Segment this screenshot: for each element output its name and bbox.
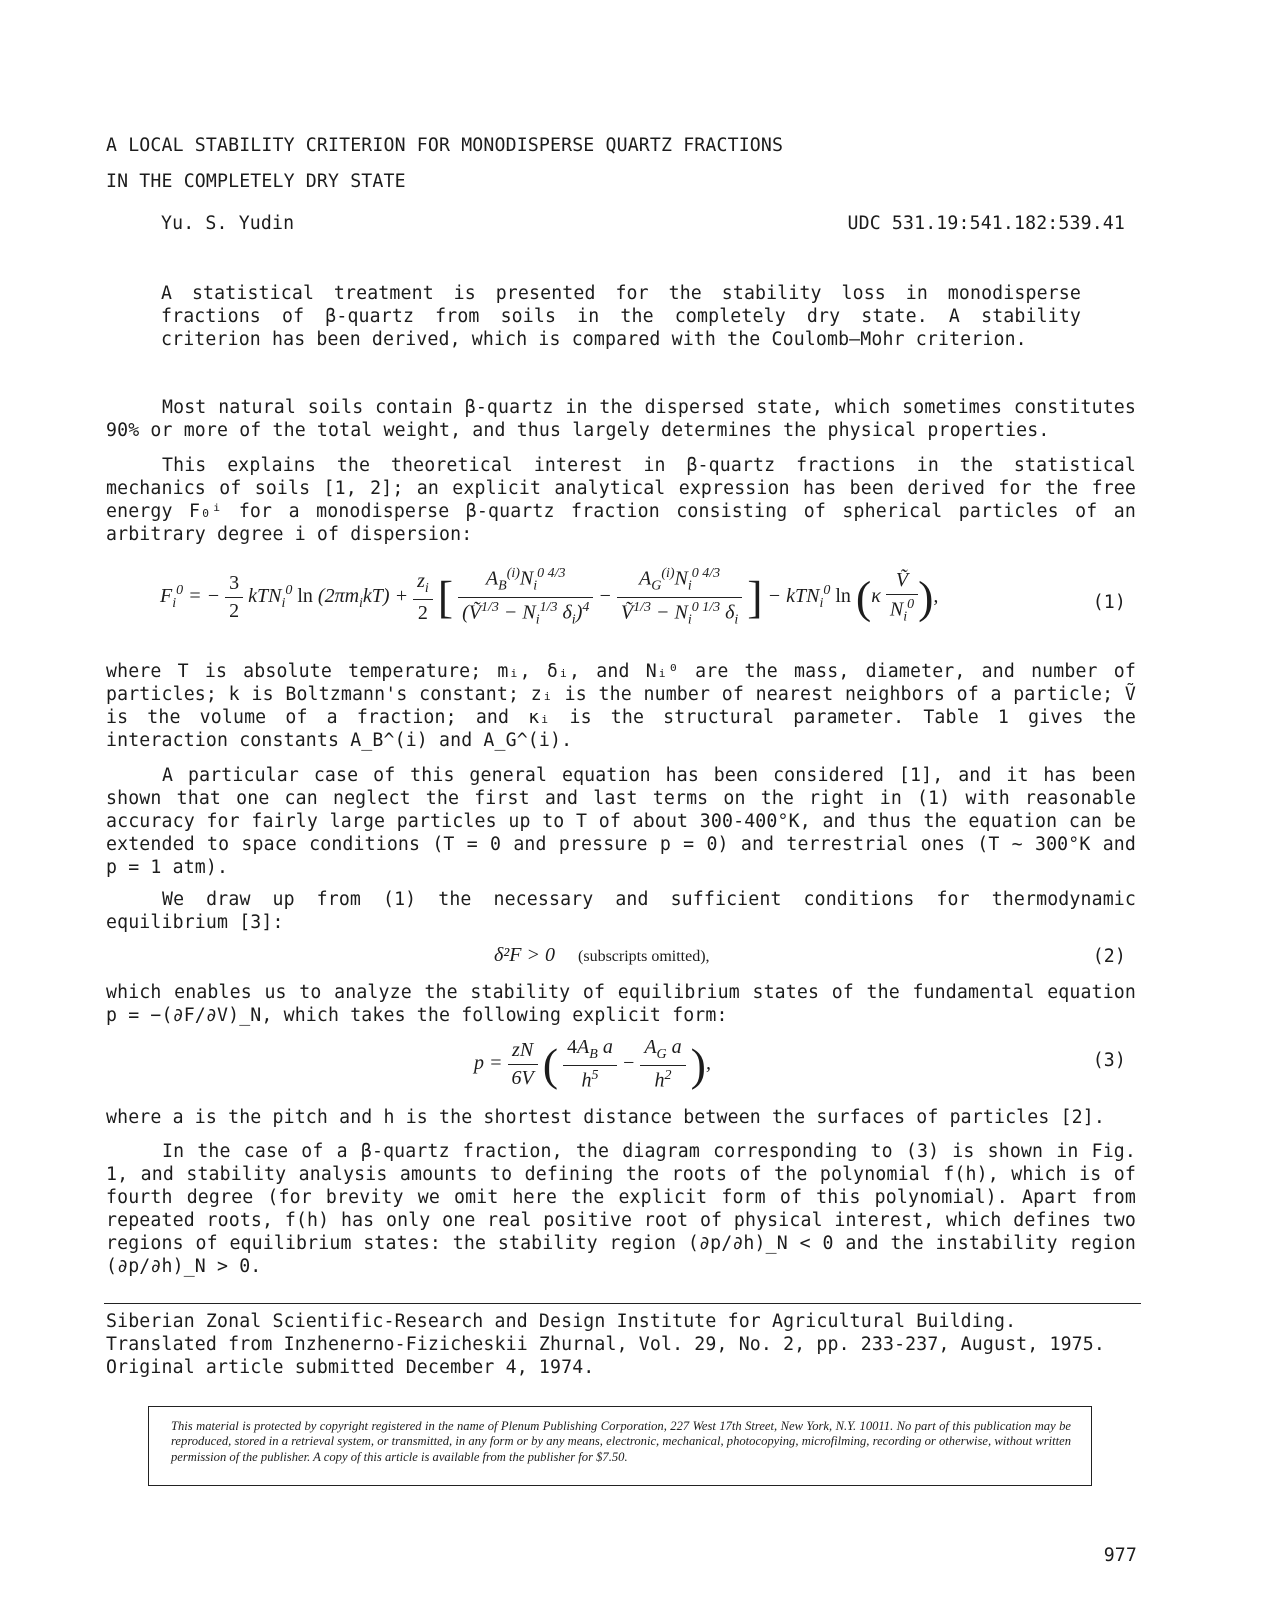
copyright-box [148,1406,1092,1486]
paragraph-4: A particular case of this general equation has been considered [1], and it has been shown that one can neglect the first and last terms on the right in (1) with reasonable accuracy for fairly large particles up to T of about 300-400°K, and thus the equation can be extended to space conditions (T = 0 and pressure p = 0) and terrestrial ones (T ~ 300°K and p = 1 atm). [106,765,1136,878]
paragraph-6: which enables us to analyze the stability of equilibrium states of the fundamental equation p = −(∂F/∂V)_N, which takes the following explicit form: [106,982,1136,1026]
paragraph-8: In the case of a β-quartz fraction, the diagram corresponding to (3) is shown in Fig. 1, and stability analysis amounts to defining the roots of the polynomial f(h), which is of fourth degree (for brevity we omit here the explicit form of this polynomial). Apart from repeated roots, f(h) has only one real positive root of physical interest, which defines two regions of equilibrium states: the stability region (∂p/∂h)_N < 0 and the instability region (∂p/∂h)_N > 0. [106,1141,1136,1277]
article-title-line-2: IN THE COMPLETELY DRY STATE [106,171,406,192]
equation-2-expression: δ²F > 0 [494,944,556,966]
copyright-notice: This material is protected by copyright registered in the name of Plenum Publishing Corporation, 227 West 17th Street, New York, N.Y. 10011. No part of this publication may be reproduced, stored in a retrieval system, or transmitted, in any form or by any means, electronic, mechanical, photocopying, microfilming, recording or otherwise, without written permission of the publisher. A copy of this article is available from the publisher for $7.50. [171,1419,1071,1464]
equation-2 [494,944,710,967]
equation-1-number: (1) [1092,592,1126,613]
paragraph-7: where a is the pitch and h is the shortest distance between the surfaces of particles [2]. [106,1107,1105,1128]
abstract: A statistical treatment is presented for the stability loss in monodisperse fractions of β-quartz from soils in the completely dry state. A stability criterion has been derived, which is compared with the Coulomb–Mohr criterion. [161,283,1081,350]
paragraph-2: This explains the theoretical interest in β-quartz fractions in the statistical mechanics of soils [1, 2]; an explicit analytical expression has been derived for the free energy F₀ⁱ for a monodisperse β-quartz fraction consisting of spherical particles of an arbitrary degree i of dispersion: [106,455,1136,545]
footnote-rule [104,1303,1141,1304]
udc-code: UDC 531.19:541.182:539.41 [847,213,1125,234]
author-name: Yu. S. Yudin [161,213,295,234]
page-number: 977 [1103,1545,1137,1566]
equation-2-number: (2) [1092,946,1126,967]
equation-3: p = $\frac{zN}{6V}$ ( $\frac{4A_B a}{h^5}$ − $\frac{A_G a}{h^2}$ ), [474,1036,711,1092]
paragraph-1: Most natural soils contain β-quartz in the dispersed state, which sometimes constitutes 90% or more of the total weight, and thus largely determines the physical properties. [106,397,1136,441]
equation-1: $F_i^0$ = − $\frac{3}{2}$ kTN$_i^0$ $\ln (2\pi m_ikT)$ + $\frac{z_i}{2}$ [ $\frac{A_B^{(i)}N_i^{0 4/3}}{(Ṽ^{1/3} - N_i^{1/3} \delta_i)^4}$ − $\frac{A_G^{(i)}N_i^{0 4/3}}{Ṽ^{1/3} - N_i^{0 1/3} \delta_i}$ ] − kTN$_i^0$ ln (κ $\frac{\text{Ṽ}}{N_i^0}$ ), [160,566,939,628]
equation-3-number: (3) [1092,1050,1126,1071]
paragraph-5: We draw up from (1) the necessary and sufficient conditions for thermodynamic equilibrium [3]: [106,889,1136,933]
paragraph-3: where T is absolute temperature; mᵢ, δᵢ, and Nᵢ⁰ are the mass, diameter, and number of particles; k is Boltzmann's constant; zᵢ is the number of nearest neighbors of a particle; Ṽ is the volume of a fraction; and κᵢ is the structural parameter. Table 1 gives the interaction constants A_B^(i) and A_G^(i). [106,661,1136,751]
equation-2-note: (subscripts omitted), [578,948,710,965]
footnote: Siberian Zonal Scientific-Research and Design Institute for Agricultural Building. Translated from Inzhenerno-Fizicheskii Zhurnal, Vol. 29, No. 2, pp. 233-237, August, 1975. Original article submitted December 4, 1974. [106,1311,1105,1378]
article-title-line-1: A LOCAL STABILITY CRITERION FOR MONODISPERSE QUARTZ FRACTIONS [106,135,784,156]
